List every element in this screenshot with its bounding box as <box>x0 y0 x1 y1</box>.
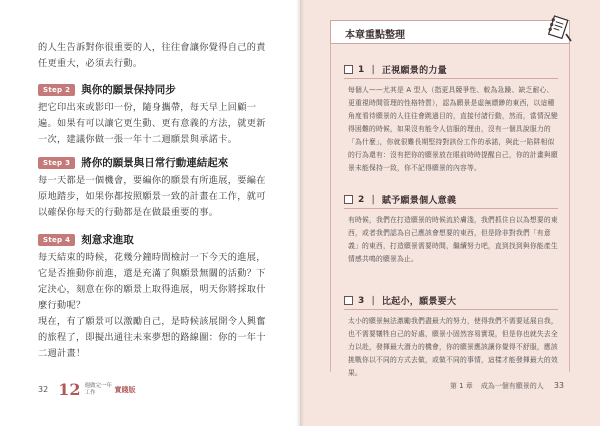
step-4-header <box>38 232 134 247</box>
right-page-number: 33 <box>553 381 564 390</box>
section-3-separator: ｜ <box>368 297 378 307</box>
section-2-header <box>344 193 456 206</box>
notebook-pencil-icon <box>546 14 572 42</box>
section-2-number: 2 <box>358 194 365 205</box>
section-3-number: 3 <box>358 295 365 306</box>
step-2-body: 把它印出來或影印一份，隨身攜帶，每天早上回顧一遍。如果有可以讓它更生動、更有意義的方法，就更新一次，建議你做一張一年十二週願景與承諾卡。 <box>38 102 266 145</box>
summary-heading: 本章重點整理 <box>345 30 405 41</box>
intro-paragraph: 的人生告訴對你很重要的人，往往會讓你覺得自己的責任更重大，必須去行動。 <box>38 42 266 69</box>
summary-heading-box <box>330 20 570 44</box>
step-3-body: 每一天都是一個機會，要編你的願景有所進展，要編在原地踏步，如果你都按照願景一致的計畫在工作，就可以確保你每天的行動都是在做最重要的事。 <box>38 175 266 218</box>
section-1-checkbox-icon <box>344 65 353 74</box>
book-gutter <box>296 0 304 426</box>
book-title-accent: 實踐版 <box>114 385 136 394</box>
section-2-title: 賦予願景個人意義 <box>381 196 457 206</box>
step-3-badge: Step 3 <box>38 157 75 169</box>
section-1-rule <box>344 78 558 79</box>
section-3-header <box>344 294 456 307</box>
chapter-label: 第 1 章 <box>449 382 473 390</box>
step-3-title: 將你的願景與日常行動連結起來 <box>81 157 229 169</box>
left-page-number: 32 <box>38 385 49 394</box>
section-1-separator: ｜ <box>368 66 378 76</box>
section-1-header <box>344 63 447 76</box>
section-3-checkbox-icon <box>344 296 353 305</box>
book-title-small: 週做完一年工作 <box>84 383 112 396</box>
section-2-rule <box>344 208 558 209</box>
book-logo-number: 12 <box>58 380 81 399</box>
section-1-number: 1 <box>358 64 365 75</box>
step-2-header <box>38 82 176 97</box>
right-footer <box>300 381 600 391</box>
step-3-header <box>38 155 228 170</box>
closing-paragraph: 現在，有了願景可以激勵自己，是時候該展開令人興奮的旅程了，即擬出通往未來夢想的路線圖：你的一年十二週計畫！ <box>38 316 266 359</box>
chapter-title: 成為一個有願景的人 <box>480 382 544 390</box>
section-2-separator: ｜ <box>368 196 378 206</box>
section-3-rule <box>344 309 558 310</box>
section-2-body: 有時候，我們在打造願景的時候流於膚淺，我們抓住自以為想要的東西，或者我們認為自己應該會想要的東西，但是除非對我們「有意義」的東西，打造願景需要時間，繼續努力吧，直到找到與你能產生情感共鳴的願景為止。 <box>348 216 558 263</box>
step-4-title: 刻意求進取 <box>81 234 134 246</box>
step-2-badge: Step 2 <box>38 84 75 96</box>
step-4-body: 每天結束的時候，花幾分鐘時間檢討一下今天的進展，它是否推動你前進，還是充滿了與願景無關的活動？下定決心，刻意在你的願景上取得進展，明天你將採取什麼行動呢？ <box>38 252 266 311</box>
step-2-title: 與你的願景保持同步 <box>81 84 176 96</box>
section-3-title: 比起小，願景要大 <box>381 297 457 307</box>
step-4-badge: Step 4 <box>38 234 75 246</box>
section-3-body: 太小的願景無法激勵我們盡最大的努力，使得我們不需要延展自我，也不需要犧牲自己的好處，願景小固然容易實現，但是你也就失去全力以赴，發揮最大潛力的機會，你的願景應該讓你覺得不舒服，應該挑戰你以不同的方式去做，或做不同的事情，這樣才能發揮最大的效果。 <box>348 317 558 377</box>
left-footer <box>38 380 135 399</box>
section-2-checkbox-icon <box>344 195 353 204</box>
section-1-body: 每個人——尤其是 A 型人（指更具競爭性、較為急躁、缺乏耐心、更重視時間管理的性格特質），認為願景是虛無縹緲的東西，以這種角度看待願景的人往往會跳過目的，直接付諸行動，然而，當情況變得困難的時候，如果沒有能令人信服的理由，沒有一個具說服力的「為什麼」，你就很難長期堅持對該份工作的承諾，與此一陷阱相似的行為還有：沒有把你的願景放在眼前時時提醒自己，你的計畫與願景未能保持一致，你不記得願景的內容等。 <box>348 86 558 172</box>
section-1-title: 正視願景的力量 <box>381 66 447 76</box>
